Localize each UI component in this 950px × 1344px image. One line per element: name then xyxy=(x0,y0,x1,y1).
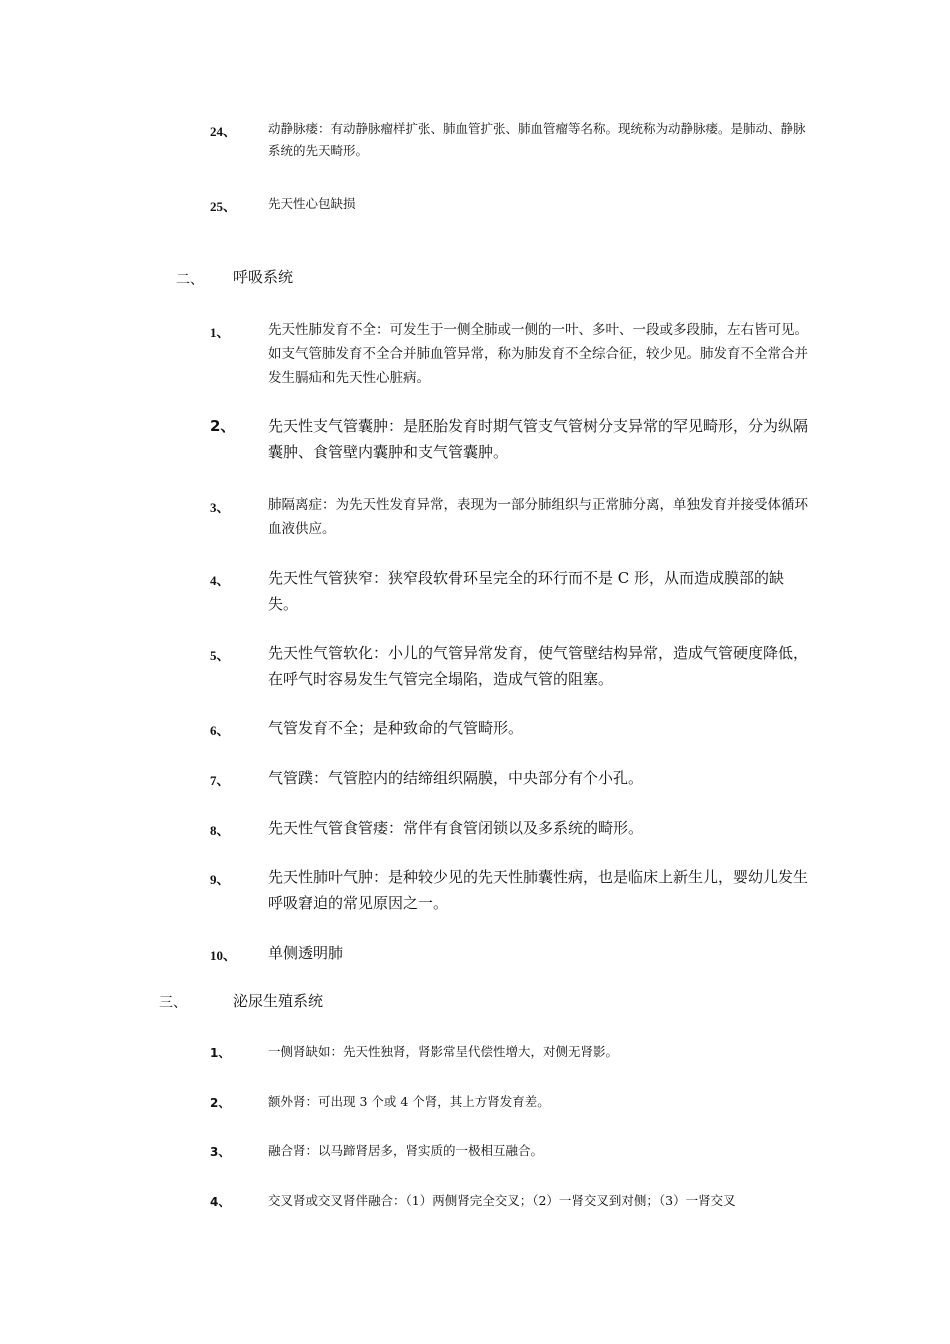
item-number: 1、 xyxy=(210,1046,231,1060)
item-number: 25、 xyxy=(210,199,237,214)
section-number: 二、 xyxy=(176,272,204,288)
item-number: 4、 xyxy=(210,1195,231,1209)
item-number: 6、 xyxy=(210,723,230,738)
item-number: 1、 xyxy=(210,325,230,340)
item-text: 单侧透明肺 xyxy=(268,944,344,962)
item-number: 24、 xyxy=(210,124,237,139)
item-text: 气管发育不全；是种致命的气管畸形。 xyxy=(268,719,524,737)
item-text: 先天性肺发育不全：可发生于一侧全肺或一侧的一叶、多叶、一段或多段肺，左右皆可见。如支气管肺发育不全合并肺血管异常，称为肺发育不全综合征，较少见。肺发育不全常合并发生膈疝和先天性心脏病。 xyxy=(268,322,808,386)
item-text: 额外肾：可出现 3 个或 4 个肾，其上方肾发育差。 xyxy=(268,1094,550,1109)
item-number: 9、 xyxy=(210,872,230,887)
item-text: 先天性气管狭窄：狭窄段软骨环呈完全的环行而不是 C 形，从而造成膜部的缺失。 xyxy=(268,569,785,613)
item-number: 8、 xyxy=(210,823,230,838)
item-text: 先天性气管软化：小儿的气管异常发育，使气管壁结构异常，造成气管硬度降低，在呼气时容易发生气管完全塌陷，造成气管的阻塞。 xyxy=(268,644,809,688)
section-number: 三、 xyxy=(159,995,187,1011)
item-number: 7、 xyxy=(210,773,230,788)
item-text: 先天性心包缺损 xyxy=(268,196,356,211)
section-title: 泌尿生殖系统 xyxy=(233,992,324,1010)
item-text: 先天性气管食管瘘：常伴有食管闭锁以及多系统的畸形。 xyxy=(268,819,644,837)
section-title: 呼吸系统 xyxy=(233,268,294,286)
item-number: 4、 xyxy=(210,573,230,588)
item-number: 3、 xyxy=(210,500,230,515)
item-text: 交叉肾或交叉肾伴融合：（1）两侧肾完全交叉；（2）一肾交叉到对侧；（3）一肾交叉 xyxy=(268,1193,736,1208)
item-number: 2、 xyxy=(210,417,236,435)
item-text: 先天性肺叶气肿：是种较少见的先天性肺囊性病，也是临床上新生儿，婴幼儿发生呼吸窘迫的常见原因之一。 xyxy=(268,868,809,912)
item-text: 气管蹼：气管腔内的结缔组织隔膜，中央部分有个小孔。 xyxy=(268,769,644,787)
item-text: 融合肾：以马蹄肾居多，肾实质的一极相互融合。 xyxy=(268,1143,544,1158)
item-text: 先天性支气管囊肿：是胚胎发育时期气管支气管树分支异常的罕见畸形，分为纵隔囊肿、食管壁内囊肿和支气管囊肿。 xyxy=(268,417,809,461)
item-text: 一侧肾缺如：先天性独肾，肾影常呈代偿性增大，对侧无肾影。 xyxy=(268,1044,619,1059)
item-number: 5、 xyxy=(210,648,230,663)
item-number: 10、 xyxy=(210,948,237,963)
item-number: 2、 xyxy=(210,1096,231,1110)
item-text: 动静脉瘘：有动静脉瘤样扩张、肺血管扩张、肺血管瘤等名称。现统称为动静脉瘘。是肺动、静脉系统的先天畸形。 xyxy=(268,121,806,158)
item-text: 肺隔离症：为先天性发育异常，表现为一部分肺组织与正常肺分离，单独发育并接受体循环血液供应。 xyxy=(268,497,808,537)
item-number: 3、 xyxy=(210,1145,231,1159)
